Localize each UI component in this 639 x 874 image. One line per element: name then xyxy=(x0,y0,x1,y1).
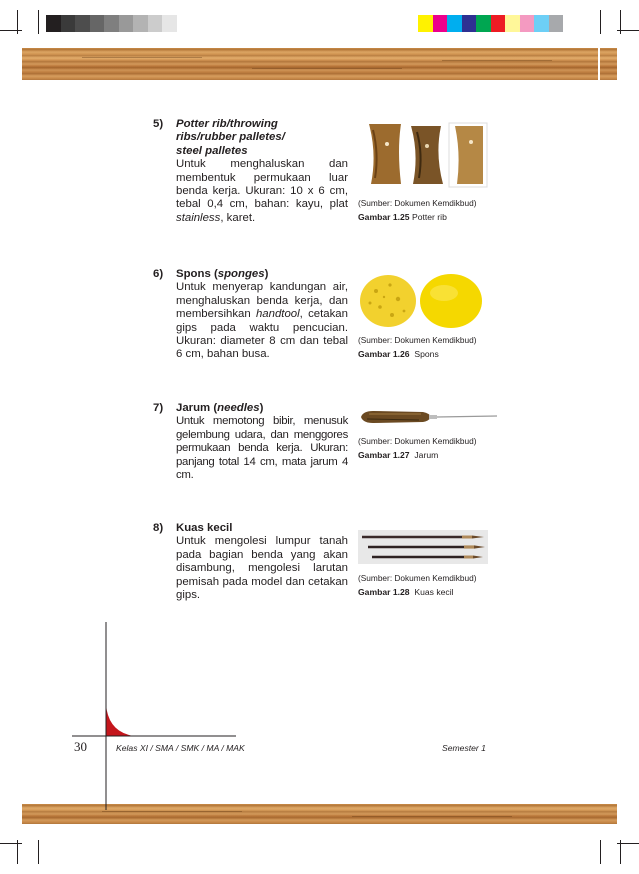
figure-source: (Sumber: Dokumen Kemdikbud) xyxy=(358,573,477,583)
crop-mark xyxy=(0,843,22,844)
crop-mark xyxy=(38,840,39,864)
item-number: 8) xyxy=(153,522,164,534)
color-swatch xyxy=(133,15,148,32)
crop-mark xyxy=(17,10,18,34)
small-brushes-image xyxy=(358,530,488,564)
crop-mark xyxy=(17,840,18,864)
list-item xyxy=(153,268,348,362)
item-description: Untuk menyerap kandungan air, menghaluskan benda kerja, dan membersihkan handtool, cetakan gips pada waktu pencucian. Ukuran: diameter 8 cm dan tebal 6 cm, bahan busa. xyxy=(176,281,348,361)
figure-caption xyxy=(358,335,477,359)
crop-mark xyxy=(38,10,39,34)
figure-caption xyxy=(358,198,477,222)
color-swatch xyxy=(462,15,477,32)
color-swatch xyxy=(491,15,506,32)
figure-caption xyxy=(358,573,477,597)
crop-mark xyxy=(600,840,601,864)
figure-source: (Sumber: Dokumen Kemdikbud) xyxy=(358,335,477,345)
item-title: Kuas kecil xyxy=(176,522,233,534)
color-swatch xyxy=(476,15,491,32)
footer-class-label: Kelas XI / SMA / SMK / MA / MAK xyxy=(116,743,245,753)
color-swatch xyxy=(119,15,134,32)
color-swatch xyxy=(104,15,119,32)
list-item xyxy=(153,402,348,482)
color-swatch xyxy=(505,15,520,32)
color-swatch xyxy=(75,15,90,32)
item-number: 7) xyxy=(153,402,164,414)
color-swatch xyxy=(534,15,549,32)
color-swatch xyxy=(148,15,163,32)
page-number: 30 xyxy=(74,739,87,754)
figure-source: (Sumber: Dokumen Kemdikbud) xyxy=(358,198,477,208)
sponge-image xyxy=(358,271,486,329)
color-swatch xyxy=(418,15,433,32)
crop-mark xyxy=(0,30,22,31)
process-color-bar xyxy=(418,15,563,32)
figure-label: Gambar 1.26 Spons xyxy=(358,349,439,359)
item-description: Untuk mengolesi lumpur tanah pada bagian benda yang akan disambung, mengolesi larutan pemisah pada model dan cetakan gips. xyxy=(176,535,348,602)
crop-mark xyxy=(600,10,601,34)
item-number: 6) xyxy=(153,268,164,280)
item-number: 5) xyxy=(153,118,164,130)
list-item xyxy=(153,118,348,225)
figure-label: Gambar 1.27 Jarum xyxy=(358,450,439,460)
color-swatch xyxy=(549,15,564,32)
figure-caption xyxy=(358,436,477,460)
footer-semester-label: Semester 1 xyxy=(442,743,486,753)
color-swatch xyxy=(433,15,448,32)
figure-label: Gambar 1.28 Kuas kecil xyxy=(358,587,454,597)
color-swatch xyxy=(61,15,76,32)
figure-source: (Sumber: Dokumen Kemdikbud) xyxy=(358,436,477,446)
item-title-line: Potter rib/throwing xyxy=(176,118,278,130)
list-item xyxy=(153,522,348,602)
wood-divider xyxy=(598,48,600,80)
color-swatch xyxy=(447,15,462,32)
item-title-line: steel palletes xyxy=(176,144,248,157)
grayscale-color-bar xyxy=(46,15,191,32)
item-title-line: ribs/rubber palletes/ xyxy=(176,131,285,144)
color-swatch xyxy=(46,15,61,32)
color-swatch xyxy=(177,15,192,32)
wood-header-strip xyxy=(22,48,617,80)
item-title: Spons (sponges) xyxy=(176,268,269,280)
corner-decoration xyxy=(70,622,240,812)
item-description: Untuk menghaluskan dan membentuk permukaan luar benda kerja. Ukuran: 10 x 6 cm, tebal 0,4 cm, bahan: kayu, plat stainless, karet. xyxy=(176,158,348,224)
needle-tool-image xyxy=(359,408,499,426)
item-title xyxy=(176,118,348,158)
color-swatch xyxy=(162,15,177,32)
crop-mark xyxy=(620,840,621,864)
color-swatch xyxy=(90,15,105,32)
item-title: Jarum (needles) xyxy=(176,402,264,414)
figure-label: Gambar 1.25 Potter rib xyxy=(358,212,447,222)
item-description: Untuk memotong bibir, menusuk gelembung udara, dan menggores permukaan benda kerja. Ukuran: panjang total 14 cm, mata jarum 4 cm. xyxy=(176,415,348,482)
potter-rib-image xyxy=(361,120,491,190)
crop-mark xyxy=(620,10,621,34)
color-swatch xyxy=(520,15,535,32)
